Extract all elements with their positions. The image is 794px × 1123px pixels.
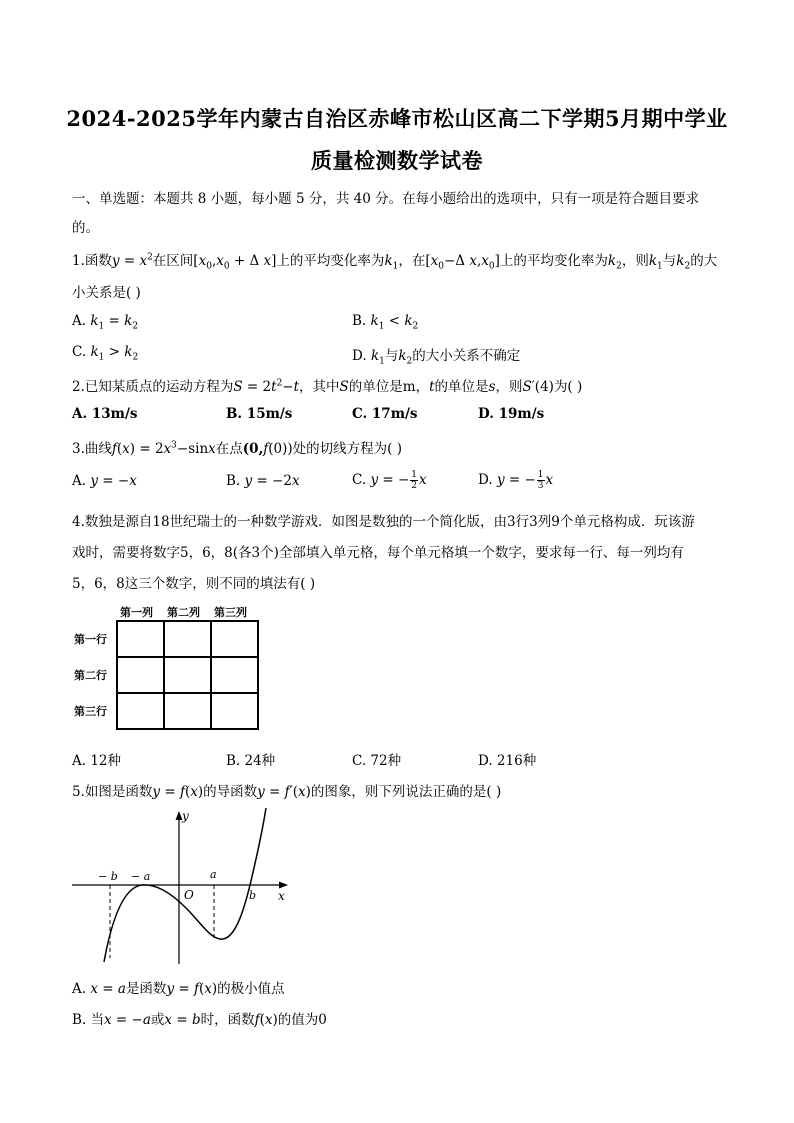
col-header-3: 第三列 bbox=[214, 606, 247, 619]
q2-option-d: D. 19m/s bbox=[478, 406, 545, 422]
question-1: 1.函数$y = x^2$在区间[$x_0,x_0 + \Delta$ x]上的平均变化率为$k_1$，在[$x_0-\Delta$ $x,x_0$]上的平均变化率为$k_2$，则$k_1$与$k_2$的大 bbox=[72, 252, 718, 272]
a-label: a bbox=[210, 868, 217, 881]
q1-option-b: B. $k_1 < k_2$ bbox=[352, 313, 419, 332]
row-header-1: 第一行 bbox=[74, 633, 107, 646]
sudoku-grid bbox=[116, 620, 259, 730]
q5-option-b: B. 当x = −a或x = b时，函数f(x)的值为0 bbox=[72, 1012, 327, 1028]
q3-option-c: C. y = − $\frac{1}{2}$ x bbox=[352, 470, 427, 491]
row-header-3: 第三行 bbox=[74, 705, 107, 718]
section-header-cont: 的。 bbox=[72, 220, 99, 236]
y-axis-label: y bbox=[182, 809, 189, 823]
q4-option-b: B. 24种 bbox=[226, 753, 276, 769]
grid-cell bbox=[164, 657, 211, 693]
q3-option-b: B. y = −2x bbox=[226, 473, 300, 489]
grid-cell bbox=[164, 693, 211, 729]
question-5: 5.如图是函数y = f(x)的导函数y = f′(x)的图象，则下列说法正确的是( ) bbox=[72, 784, 502, 800]
col-header-1: 第一列 bbox=[120, 606, 153, 619]
x-axis-label: x bbox=[278, 889, 285, 903]
grid-cell bbox=[117, 621, 164, 657]
q5-option-a: A. x = a是函数y = f(x)的极小值点 bbox=[72, 981, 285, 997]
x-axis-arrow bbox=[279, 882, 288, 889]
origin-label: O bbox=[184, 888, 194, 902]
exam-title-line1: 2024-2025学年内蒙古自治区赤峰市松山区高二下学期5月期中学业 bbox=[66, 106, 728, 131]
question-2: 2.已知某质点的运动方程为$S = 2t^2-t$，其中S的单位是m，t的单位是s，则S′(4)为( ) bbox=[72, 378, 583, 395]
question-1-cont: 小关系是( ) bbox=[72, 285, 141, 301]
q3-option-d: D. y = − $\frac{1}{3}$ x bbox=[478, 470, 554, 491]
grid-cell bbox=[211, 693, 258, 729]
grid-cell bbox=[211, 657, 258, 693]
grid-cell bbox=[117, 693, 164, 729]
question-3: 3.曲线$f(x) = 2x^3-\sin x$在点(0,f(0))处的切线方程为( ) bbox=[72, 440, 402, 457]
q4-option-a: A. 12种 bbox=[72, 753, 122, 769]
exam-title-line2: 质量检测数学试卷 bbox=[311, 148, 483, 173]
col-header-2: 第二列 bbox=[167, 606, 200, 619]
q2-option-c: C. 17m/s bbox=[352, 406, 418, 422]
grid-cell bbox=[117, 657, 164, 693]
neg-b-label: − b bbox=[98, 870, 118, 883]
question-4-cont2: 5，6，8这三个数字，则不同的填法有( ) bbox=[72, 576, 316, 592]
derivative-graph bbox=[68, 808, 300, 970]
grid-cell bbox=[164, 621, 211, 657]
neg-a-label: − a bbox=[131, 870, 151, 883]
row-header-2: 第二行 bbox=[74, 669, 107, 682]
grid-cell bbox=[211, 621, 258, 657]
q4-option-d: D. 216种 bbox=[478, 753, 537, 769]
q2-option-a: A. 13m/s bbox=[72, 406, 138, 422]
q4-option-c: C. 72种 bbox=[352, 753, 402, 769]
q1-option-d: D. $k_1$与$k_2$的大小关系不确定 bbox=[352, 348, 521, 367]
q1-option-c: C. $k_1 > k_2$ bbox=[72, 344, 139, 363]
q2-option-b: B. 15m/s bbox=[226, 406, 293, 422]
section-header bbox=[72, 187, 699, 207]
section-header-line1: 一、单选题：本题共 8 小题，每小题 5 分，共 40 分。在每小题给出的选项中，只有一项是符合题目要求 bbox=[72, 191, 700, 207]
q1-option-a: A. $k_1 = k_2$ bbox=[72, 313, 139, 332]
question-4: 4.数独是源自18世纪瑞士的一种数学游戏．如图是数独的一个简化版，由3行3列9个单元格构成．玩该游 bbox=[72, 514, 695, 530]
q3-option-a: A. y = −x bbox=[72, 473, 137, 489]
question-4-cont1: 戏时，需要将数字5，6，8(各3个)全部填入单元格，每个单元格填一个数字，要求每一行、每一列均有 bbox=[72, 545, 684, 561]
b-label: b bbox=[249, 889, 257, 902]
